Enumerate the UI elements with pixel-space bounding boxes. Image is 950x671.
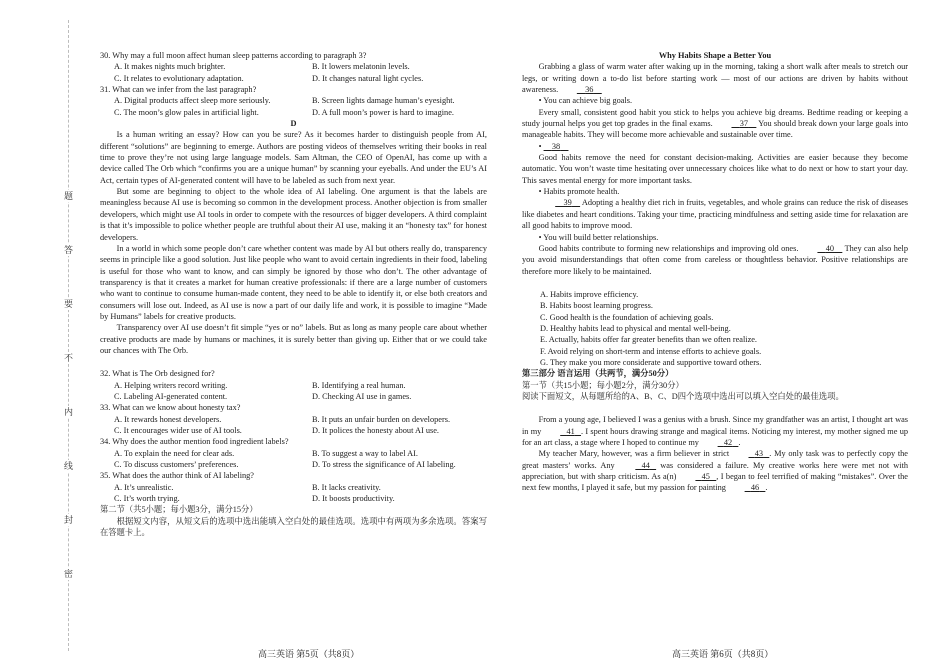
binding-margin [0, 0, 92, 671]
option-b: B. To suggest a way to label AI. [312, 448, 418, 458]
section-2-instructions: 根据短文内容，从短文后的选项中选出能填入空白处的最佳选项。选项中有两项为多余选项。答案写在答题卡上。 [100, 516, 487, 538]
option-d: D. It changes natural light cycles. [312, 73, 424, 83]
option-c: C. It’s worth trying. [114, 494, 180, 504]
binding-char: 答 [64, 245, 74, 255]
passage-d-paragraph-4: Transparency over AI use doesn’t fit simple “yes or no” labels. But as long as many people care about whether creative products are made by humans or machines, it is surely better than giving up. Either that or we could take our chances with The Orb. [100, 323, 487, 355]
right-page-column [522, 50, 908, 494]
option-d: D. A full moon’s power is hard to imagine. [312, 107, 454, 117]
heading-bullet-blank: • 38 [522, 141, 908, 152]
cloze-paragraph-1: From a young age, I believed I was a genius with a brush. Since my grandfather was an artist, I thought art was in my 41 . I spent hours drawing strange and magical items. Noticing my interest, my mother signed me up for an art class, a stage where I hoped to continue my 42 . [522, 415, 908, 447]
blank-41: 41 [566, 426, 575, 436]
blank-42: 42 [723, 438, 733, 447]
option-b: B. It lowers melatonin levels. [312, 62, 410, 72]
option-c: C. To discuss customers’ preferences. [114, 460, 239, 470]
section-2-heading: 第二节（共5小题；每小题3分，满分15分） [100, 505, 258, 515]
option-d: D. It polices the honesty about AI use. [312, 426, 439, 435]
option-a: A. Habits improve efficiency. [540, 289, 639, 299]
option-d: D. Checking AI use in games. [312, 391, 412, 401]
option-a: A. Digital products affect sleep more seriously. [114, 96, 271, 106]
question-35 [100, 470, 487, 504]
blank-38: 38 [551, 141, 561, 151]
option-c: C. Labeling AI-generated content. [114, 391, 228, 401]
section-1-instructions: 阅读下面短文，从每题所给的A、B、C、D四个选项中选出可以填入空白处的最佳选项。 [522, 391, 844, 401]
option-a: A. It’s unrealistic. [114, 482, 174, 492]
binding-char: 内 [64, 407, 74, 417]
page-footer-right: 高三英语 第6页（共8页） [672, 649, 774, 659]
blank-40: 40 [825, 243, 835, 253]
heading-bullet: • You can achieve big goals. [538, 96, 633, 106]
option-b: B. It lacks creativity. [312, 482, 381, 492]
option-d: D. It boosts productivity. [312, 494, 395, 504]
option-a: A. To explain the need for clear ads. [114, 448, 235, 458]
option-b: B. Identifying a real human. [312, 380, 406, 390]
heading-bullet: • You will build better relationships. [538, 232, 659, 242]
blank-43: 43 [754, 449, 764, 459]
binding-char: 不 [64, 353, 74, 363]
part-3-heading: 第三部分 语言运用（共两节，满分50分） [522, 369, 674, 379]
habit-paragraph-2: Every small, consistent good habit you stick to helps you achieve big dreams. Bedtime reading or keeping a study journal helps you get top grades in the final exams. 37 You should break down your large goals into manageable habits. They will become more achievable and sustainable over time. [522, 107, 908, 140]
habit-paragraph-1: Grabbing a glass of warm water after waking up in the morning, taking a short walk after meals to stretch our legs, or writing down a to-do list before starting work — most of our actions are driven by habits without awareness. 36 [522, 62, 908, 95]
binding-char: 线 [64, 461, 74, 471]
blank-39: 39 [563, 198, 572, 208]
binding-char: 封 [64, 515, 74, 525]
question-stem: 33. What can we know about honesty tax? [100, 403, 241, 413]
option-c: C. Good health is the foundation of achieving goals. [540, 312, 714, 322]
binding-char: 题 [64, 191, 74, 201]
question-stem: 30. Why may a full moon affect human sleep patterns according to paragraph 3? [100, 51, 367, 60]
blank-37: 37 [739, 119, 749, 129]
passage-title: Why Habits Shape a Better You [658, 51, 772, 60]
option-d: D. To stress the significance of AI labeling. [312, 460, 456, 470]
question-30 [100, 50, 487, 84]
option-d: D. Healthy habits lead to physical and mental well-being. [540, 323, 731, 333]
question-stem: 34. Why does the author mention food ingredient labels? [100, 437, 289, 447]
blank-46: 46 [750, 483, 760, 493]
question-stem: 35. What does the author think of AI labeling? [100, 471, 254, 481]
option-f: F. Avoid relying on short-term and intense efforts to achieve goals. [540, 346, 762, 356]
question-stem: 31. What can we infer from the last paragraph? [100, 85, 257, 95]
option-b: B. Screen lights damage human’s eyesight. [312, 96, 455, 106]
left-page-column [100, 50, 487, 538]
blank-45: 45 [701, 472, 710, 482]
question-33 [100, 402, 487, 436]
option-a: A. Helping writers record writing. [114, 380, 228, 390]
habit-paragraph-5: Good habits contribute to forming new relationships and improving old ones. 40 They can also help you avoid misunderstandings that often come from careless or thoughtless behavior. Positive relationships are therefore more likely to be maintained. [522, 243, 909, 276]
question-31 [100, 84, 487, 118]
passage-d-paragraph-2: But some are beginning to object to the whole idea of AI labeling. One argument is that the labels are meaningless because AI use is becoming so common in the development process. Another objection is from smaller developers, which might use AI tools in order to compete with the resources of bigger developers. A third complaint is that it’s impossible to police whether people are truthful about their AI use, making it an “honesty tax” for honest developers. [100, 187, 487, 242]
option-b: B. It puts an unfair burden on developers. [312, 414, 451, 424]
option-a: A. It makes nights much brighter. [114, 62, 226, 72]
habit-paragraph-4: 39 Adopting a healthy diet rich in fruits, vegetables, and whole grains can reduce the risk of diseases like diabetes and heart conditions. Taking your time, practicing mindfulness and setting aside time for relaxation are all good habits to improve mood. [522, 198, 908, 231]
section-1-heading: 第一节（共15小题；每小题2分，满分30分） [522, 380, 684, 390]
binding-char: 密 [64, 569, 74, 579]
option-c: C. The moon’s glow pales in artificial light. [114, 107, 259, 117]
passage-d-paragraph-3: In a world in which some people don’t care whether content was made by AI but others really do, transparency seems in principle like a good solution. Just like people who want to avoid certain ingredients in their food, labeling is useful for those who want to know, and can simply be ignored by those who don’t. The other advantage of transparency is that it creates a market for human creative professionals: if there are a large number of customers who want to continue to consume human-made content, they need to be able to identify it, or else both creators and consumers will lose out. Indeed, as AI use is now a part of our daily life and work, it is possible to imagine “Made by Humans” labels for creative products. [100, 243, 487, 321]
option-c: C. It relates to evolutionary adaptation. [114, 73, 244, 83]
page-footer-left: 高三英语 第5页（共8页） [258, 649, 360, 659]
option-a: A. It rewards honest developers. [114, 414, 222, 424]
binding-char: 要 [64, 299, 74, 309]
habit-paragraph-3: Good habits remove the need for constant decision-making. Activities are easier because they become automatic. You won’t waste time hesitating over unnecessary choices like what to do next or how to start your day. This saves mental energy for more important tasks. [522, 153, 908, 185]
blank-44: 44 [641, 460, 650, 470]
option-g: G. They make you more considerate and supportive toward others. [540, 357, 762, 367]
question-stem: 32. What is The Orb designed for? [100, 369, 215, 379]
question-34 [100, 436, 487, 470]
option-b: B. Habits boost learning progress. [540, 301, 653, 311]
option-c: C. It encourages wider use of AI tools. [114, 426, 242, 435]
option-e: E. Actually, habits offer far greater benefits than we often realize. [540, 335, 758, 345]
passage-d-paragraph-1: Is a human writing an essay? How can you be sure? As it becomes harder to distinguish people from AI, different “solutions” are beginning to emerge. Authors are posting videos of themselves writing their books in real time to prove they’re not using large language models. Sam Altman, the CEO of OpenAI, has come up with a device called The Orb which “confirms you are a unique human” by scanning your eyeballs. And under the EU’s AI Act, certain types of AI-generated content will have to be labeled as such from next year. [100, 130, 487, 185]
cloze-paragraph-2: My teacher Mary, however, was a firm believer in strict 43 . My only task was to perfectly copy the great masters’ works. Any 44 was considered a failure. My creative works here were met not with appreciation, but with sharp criticism. As a(n) 45 , I began to feel terrified of making “mistakes”. Over the next few months, I played it safe, but my passion for painting 46 . [522, 449, 909, 493]
question-32 [100, 368, 487, 402]
section-d-heading: D [290, 119, 297, 129]
heading-bullet: • Habits promote health. [538, 187, 620, 197]
binding-dashed-line [68, 20, 69, 651]
blank-36: 36 [585, 85, 594, 95]
